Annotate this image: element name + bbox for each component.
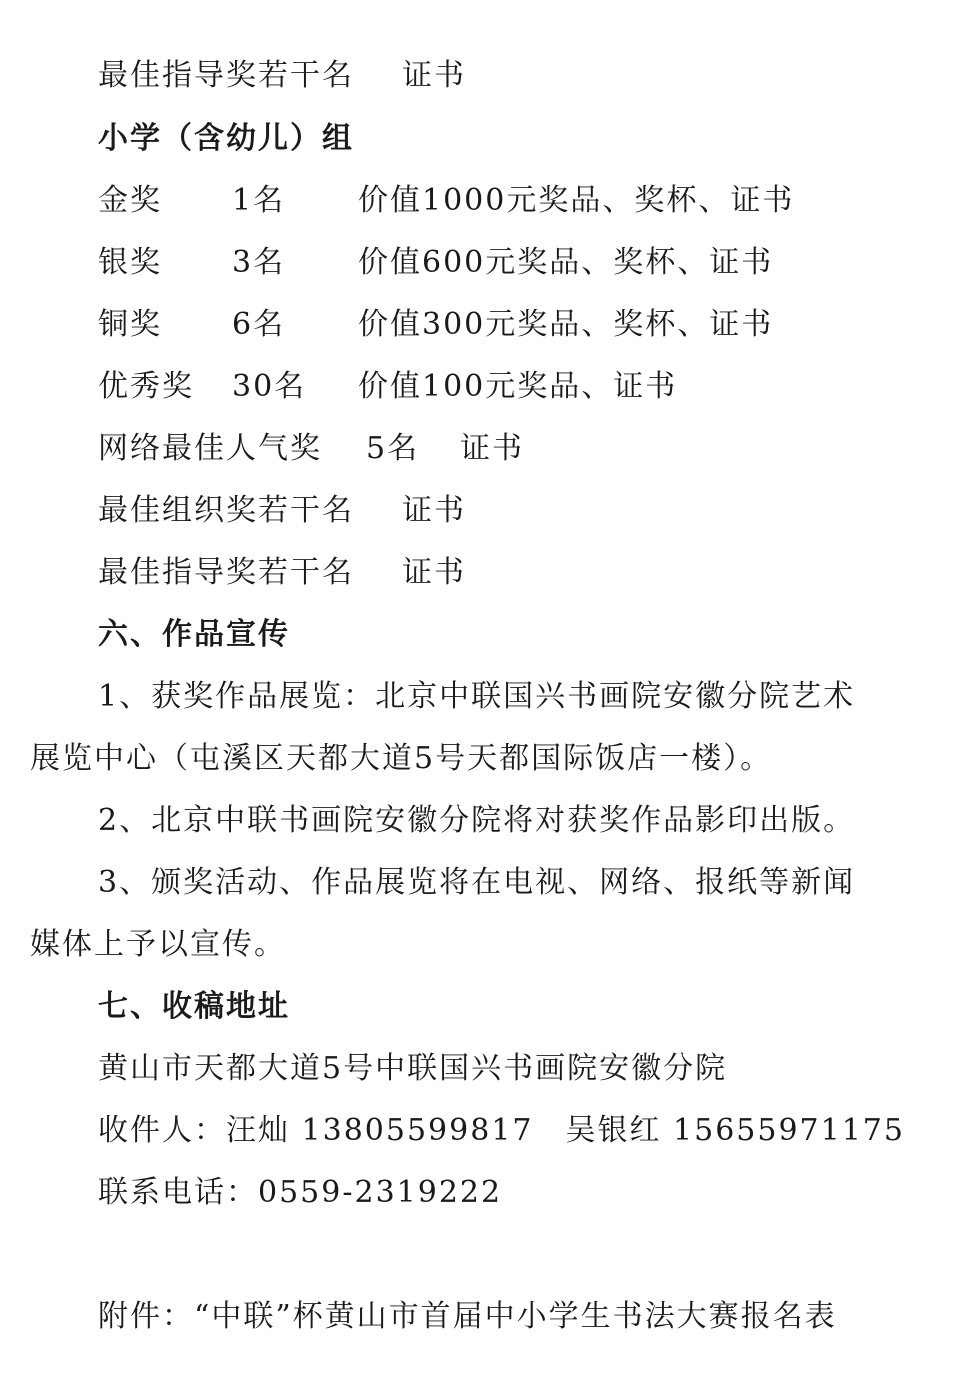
section-heading-address: 七、收稿地址 xyxy=(98,989,290,1024)
attachment-note: 附件：“中联”杯黄山市首届中小学生书法大赛报名表 xyxy=(98,1299,837,1334)
award-count: 30名 xyxy=(232,369,307,404)
paragraph-1-line-1: 1、获奖作品展览：北京中联国兴书画院安徽分院艺术 xyxy=(98,679,856,714)
mailing-address: 黄山市天都大道5号中联国兴书画院安徽分院 xyxy=(98,1051,728,1086)
award-name: 银奖 xyxy=(98,245,162,280)
award-prize: 证书 xyxy=(402,58,466,93)
award-count: 1名 xyxy=(232,183,286,218)
award-prize: 证书 xyxy=(402,493,466,528)
award-name: 金奖 xyxy=(98,183,162,218)
award-prize: 价值1000元奖品、奖杯、证书 xyxy=(358,183,795,218)
award-prize: 价值300元奖品、奖杯、证书 xyxy=(358,307,774,342)
paragraph-1-line-2: 展览中心（屯溪区天都大道5号天都国际饭店一楼）。 xyxy=(30,741,773,776)
award-count: 6名 xyxy=(232,307,286,342)
award-prize: 证书 xyxy=(402,555,466,590)
section-heading-promotion: 六、作品宣传 xyxy=(98,617,290,652)
award-name: 最佳指导奖若干名 xyxy=(98,555,354,590)
award-name: 最佳指导奖若干名 xyxy=(98,58,354,93)
contact-phone: 联系电话：0559-2319222 xyxy=(98,1175,503,1210)
award-count: 5名 xyxy=(366,431,420,466)
paragraph-3-line-1: 3、颁奖活动、作品展览将在电视、网络、报纸等新闻 xyxy=(98,865,856,900)
award-name: 优秀奖 xyxy=(98,369,194,404)
group-heading: 小学（含幼儿）组 xyxy=(98,121,354,156)
paragraph-3-line-2: 媒体上予以宣传。 xyxy=(30,927,286,962)
award-count: 3名 xyxy=(232,245,286,280)
award-prize: 价值100元奖品、证书 xyxy=(358,369,678,404)
award-name: 网络最佳人气奖 xyxy=(98,431,322,466)
award-name: 铜奖 xyxy=(98,307,162,342)
paragraph-2: 2、北京中联书画院安徽分院将对获奖作品影印出版。 xyxy=(98,803,856,838)
recipients: 收件人：汪灿 13805599817 吴银红 15655971175 xyxy=(98,1113,905,1148)
award-prize: 证书 xyxy=(460,431,524,466)
award-name: 最佳组织奖若干名 xyxy=(98,493,354,528)
award-prize: 价值600元奖品、奖杯、证书 xyxy=(358,245,774,280)
